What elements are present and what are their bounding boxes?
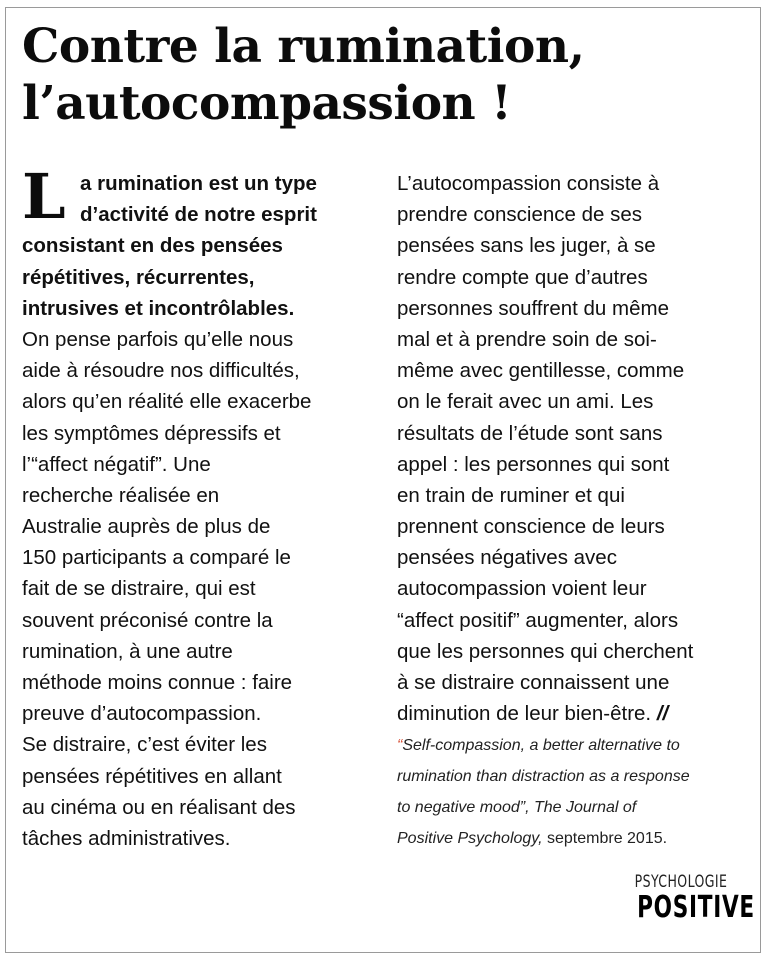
body-line: Australie auprès de plus de [22,515,271,539]
brand-logo [620,872,755,925]
right-column [397,168,747,729]
body-line: mal et à prendre soin de soi- [397,327,657,351]
body-line: prennent conscience de leurs [397,515,665,539]
brand-logo-top: PSYCHOLOGIE [634,872,728,892]
article-title [22,18,742,132]
body-line: 150 participants a comparé le [22,546,291,570]
body-line: alors qu’en réalité elle exacerbe [22,390,312,414]
citation-line [397,730,747,761]
body-line: aide à résoudre nos difficultés, [22,359,300,383]
body-line: pensées répétitives en allant [22,764,282,788]
body-line: au cinéma ou en réalisant des [22,795,296,819]
lead-line: intrusives et incontrôlables. [22,296,295,320]
body-line: pensées négatives avec [397,546,617,570]
lead-line: répétitives, récurrentes, [22,265,255,289]
body-line: tâches administratives. [22,826,231,850]
body-last-line [397,698,747,729]
lead-line: d’activité de notre esprit [80,203,317,227]
left-body [22,324,377,854]
brand-logo-bottom: POSITIVE [637,890,755,925]
body-line: on le ferait avec un ami. Les [397,390,654,414]
body-line: preuve d’autocompassion. [22,702,262,726]
citation-line [397,823,747,854]
body-line: les symptômes dépressifs et [22,421,281,445]
title-line-1: Contre la rumination, [22,19,585,74]
body-line: rendre compte que d’autres [397,265,648,289]
citation-text: Self-compassion, a better alternative to [402,737,680,754]
lead-line: consistant en des pensées [22,234,283,258]
body-line: rumination, à une autre [22,639,233,663]
body-line: autocompassion voient leur [397,577,647,601]
body-line: l’“affect négatif”. Une [22,452,211,476]
body-line: prendre conscience de ses [397,203,643,227]
last-line-text: diminution de leur bien-être. [397,702,652,726]
body-line: résultats de l’étude sont sans [397,421,663,445]
citation-line: rumination than distraction as a response [397,768,690,785]
lead-paragraph [22,160,377,324]
citation-date: septembre 2015. [542,830,668,847]
body-line: recherche réalisée en [22,483,220,507]
body-line: On pense parfois qu’elle nous [22,327,294,351]
drop-cap: L [22,160,66,233]
body-line: pensées sans les juger, à se [397,234,656,258]
end-mark: // [656,702,669,726]
citation-journal: Positive Psychology, [397,830,543,847]
title-line-2: l’autocompassion ! [22,76,512,131]
lead-line: a rumination est un type [80,172,317,195]
left-column [22,160,377,854]
citation-line: to negative mood”, The Journal of [397,799,637,816]
body-line: à se distraire connaissent une [397,671,670,694]
citation-open-quote: “ [397,737,403,754]
body-line: personnes souffrent du même [397,296,669,320]
body-line: Se distraire, c’est éviter les [22,733,267,757]
body-line: en train de ruminer et qui [397,483,625,507]
body-line: souvent préconisé contre la [22,608,273,632]
body-line: même avec gentillesse, comme [397,359,685,383]
body-line: fait de se distraire, qui est [22,577,256,601]
citation [397,730,747,854]
body-line: “affect positif” augmenter, alors [397,608,679,632]
body-line: appel : les personnes qui sont [397,452,670,476]
body-line: méthode moins connue : faire [22,671,293,694]
body-line: L’autocompassion consiste à [397,172,660,195]
body-line: que les personnes qui cherchent [397,639,694,663]
